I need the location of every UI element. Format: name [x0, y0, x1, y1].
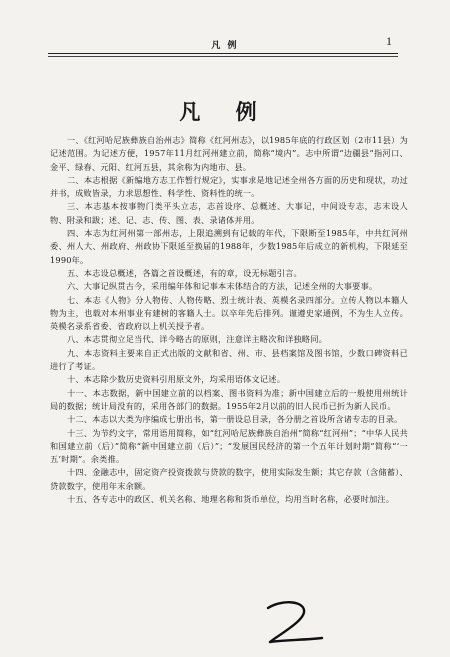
paragraph: 二、本志根据《新编地方志工作暂行规定》，实事求是地记述全州各方面的历史和现状，功过并书，成败皆录，力求思想性、科学性、资料性的统一。 — [50, 174, 408, 199]
header-rule — [48, 53, 398, 54]
page-number: 1 — [386, 34, 392, 48]
paragraph: 六、大事记纵贯古今，采用编年体和记事本末体结合的方法，记述全州的大事要事。 — [67, 281, 378, 292]
paragraph: 五、本志设总概述，各篇之首设概述，有的章，设无标题引言。 — [67, 267, 302, 278]
body-text — [50, 134, 408, 506]
header-rule-thin — [48, 56, 398, 57]
handwritten-mark — [260, 598, 330, 646]
paragraph: 十、本志除少数历史资料引用原文外，均采用语体文记述。 — [67, 374, 286, 385]
paragraph: 四、本志为红河州第一部州志，上限追溯到有记载的年代，下限断至1985年，中共红河州委、州人大、州政府、州政协下限延至换届的1988年，少数1985年后成立的新机构，下限延至1990年。 — [50, 228, 408, 265]
paragraph: 八、本志贯彻立足当代、详今略古的原则，注意详主略次和详独略同。 — [67, 334, 328, 345]
paragraph: 十三、为节约文字，常用语用简称，如“红河哈尼族彝族自治州”简称“红河州”；“中华人民共和国建立前（后）”简称“新中国建立前（后）”；“发展国民经济的第一个五年计划时期”简称“‘一五’时期”。余类推。 — [50, 427, 408, 465]
running-head: 凡 例 — [211, 41, 239, 51]
paragraph: 十一、本志数据，新中国建立前的以档案、图书资料为准；新中国建立后的一般使用州统计局的数据；统计局没有的，采用各部门的数据。1955年2月以前的旧人民币已折为新人民币。 — [50, 387, 408, 411]
paragraph: 十五、各专志中的政区、机关名称、地理名称和货币单位，均用当时名称，必要时加注。 — [67, 494, 395, 505]
paragraph: 十二、本志以大类为序编成七册出书，第一册设总目录，各分册之首设所含诸专志的目录。 — [67, 414, 403, 425]
paragraph: 三、本志基本按事物门类平头立志，志首设序、总概述、大事记，中间设专志，志末设人物、附录和跋；述、记、志、传、图、表、录诸体并用。 — [50, 201, 408, 225]
page-title: 凡 例 — [179, 99, 271, 124]
paragraph: 七、本志《人物》分人物传、人物传略、烈士统计表、英模名录四部分。立传人物以本籍人物为主，也载对本州事业有建树的客籍人士。以卒年先后排列。谨遵史家通例，不为生人立传。英模名录系省委、省政府以上机关授予者。 — [50, 294, 408, 332]
paragraph: 一、《红河哈尼族彝族自治州志》简称《红河州志》，以1985年底的行政区划（2市11县）为记述范围。为记述方便，1957年11月红河州建立前，简称“境内”。志中所谓“边疆县”指河口、金平、绿春、元阳、红河五县，其余称为内地市、县。 — [50, 135, 408, 172]
paragraph: 九、本志资料主要来自正式出版的文献和省、州、市、县档案馆及图书馆，少数口碑资料已进行了考证。 — [50, 347, 408, 372]
paragraph: 十四、金融志中，固定资产投资拨款与贷款的数字，使用实际发生额；其它存款（含储蓄）、贷款数字，使用年末余额。 — [50, 467, 408, 491]
